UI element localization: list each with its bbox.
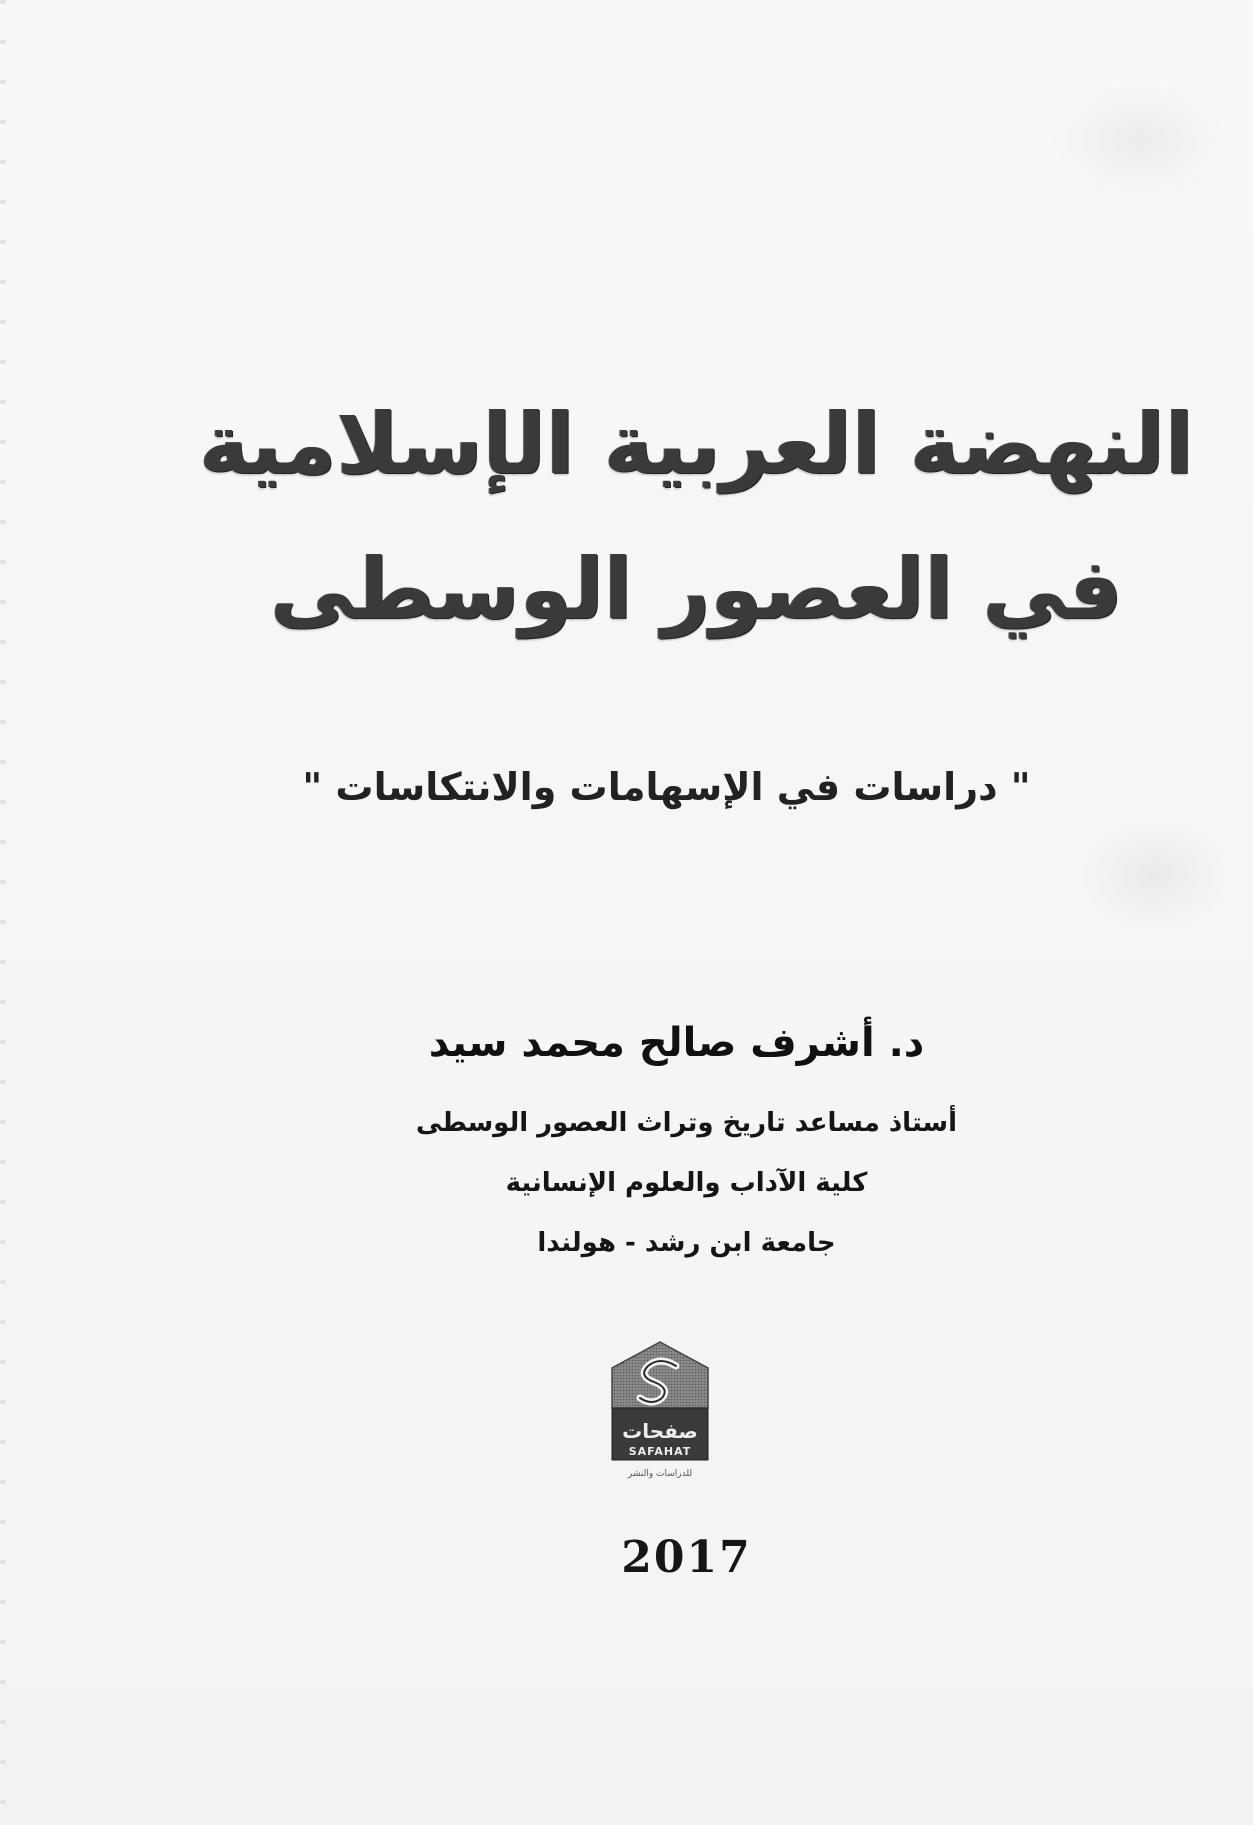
author-university: جامعة ابن رشد - هولندا: [537, 1228, 836, 1258]
author-position: أستاذ مساعد تاريخ وتراث العصور الوسطى: [415, 1108, 958, 1138]
publisher-tagline: للدراسات والنشر: [627, 1469, 693, 1479]
author-name: د. أشرف صالح محمد سيد: [428, 1020, 925, 1066]
scan-smudge: [1050, 80, 1230, 200]
scan-smudge: [1080, 820, 1230, 930]
author-faculty: كلية الآداب والعلوم الإنسانية: [505, 1168, 868, 1198]
book-subtitle: " دراسات في الإسهامات والانتكاسات ": [302, 765, 1031, 809]
publisher-name-ar: صفحات: [622, 1419, 698, 1443]
safahat-logo-icon: [604, 1338, 716, 1488]
publisher-name-en: SAFAHAT: [628, 1445, 692, 1458]
publication-year: 2017: [621, 1532, 752, 1583]
book-title-line-2: في العصور الوسطى: [270, 540, 1123, 638]
book-title-line-1: النهضة العربية الإسلامية: [199, 395, 1194, 493]
scan-edge: [0, 0, 6, 1825]
